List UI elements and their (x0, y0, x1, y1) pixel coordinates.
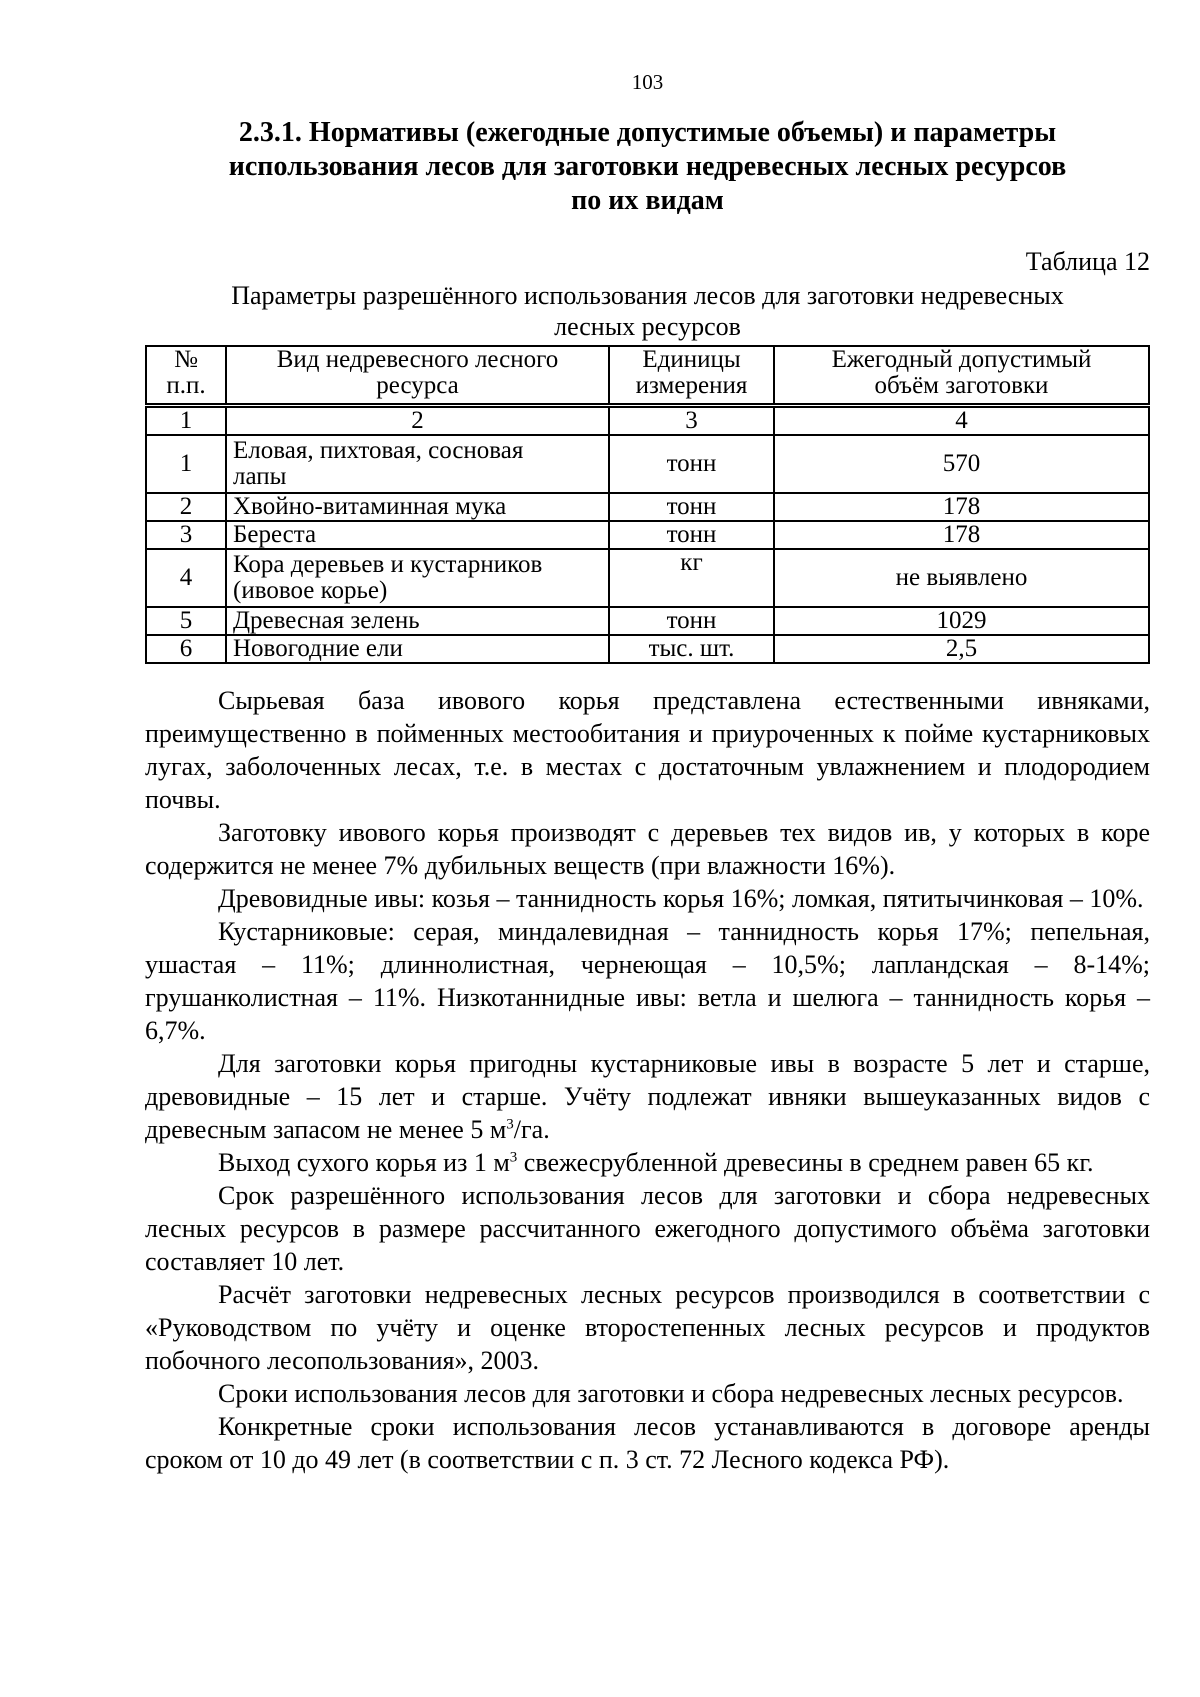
section-heading-line-3: по их видам (571, 185, 724, 216)
paragraph: Конкретные сроки использования лесов устанавливаются в договоре аренды сроком от 10 до 49 лет (в соответствии с п. 3 ст. 72 Лесного кодекса РФ). (145, 1412, 1150, 1474)
paragraph: Заготовку ивового корья производят с деревьев тех видов ив, у которых в коре содержится не менее 7% дубильных веществ (при влажности 16%). (145, 818, 1150, 880)
table-caption-line-1: Параметры разрешённого использования лесов для заготовки недревесных (231, 281, 1064, 310)
table-caption-line-2: лесных ресурсов (554, 312, 741, 341)
resources-table (145, 345, 1150, 664)
row-number: 4 (146, 549, 226, 607)
table-label: Таблица 12 (1025, 247, 1150, 276)
paragraph (145, 1146, 1150, 1179)
table-header-row (146, 346, 1149, 406)
column-number: 4 (774, 406, 1149, 436)
row-number: 6 (146, 635, 226, 663)
row-number: 2 (146, 493, 226, 521)
body-text (145, 684, 1150, 1476)
superscript: 3 (509, 1149, 518, 1166)
row-resource-name (226, 435, 609, 493)
header-type-line-1: Вид недревесного лесного (276, 346, 559, 373)
paragraph-text: свежесрубленной древесины в среднем равен 65 кг. (517, 1148, 1094, 1177)
paragraph: Древовидные ивы: козья – таннидность корья 16%; ломкая, пятитычинковая – 10%. (218, 884, 1144, 913)
header-unit-line-2: измерения (635, 372, 748, 399)
row-number: 5 (146, 607, 226, 635)
page-number: 103 (631, 70, 664, 94)
row-unit: тонн (609, 521, 774, 549)
paragraph-text: /га. (513, 1115, 550, 1144)
column-numbers-row (146, 406, 1149, 436)
row-volume: 1029 (774, 607, 1149, 635)
column-number: 1 (146, 406, 226, 436)
row-unit: кг (609, 549, 774, 607)
row-resource-name-line-2: лапы (233, 463, 287, 490)
row-number: 3 (146, 521, 226, 549)
column-number: 2 (226, 406, 609, 436)
row-volume: 178 (774, 521, 1149, 549)
header-number-line-1: № (174, 346, 198, 373)
table-row (146, 493, 1149, 521)
row-volume: 570 (774, 435, 1149, 493)
table-row (146, 435, 1149, 493)
paragraph: Расчёт заготовки недревесных лесных ресурсов производился в соответствии с «Руководством по учёту и оценке второстепенных лесных ресурсов и продуктов побочного лесопользования», 2003. (145, 1280, 1150, 1375)
row-resource-name: Новогодние ели (226, 635, 609, 663)
table-row (146, 521, 1149, 549)
header-annual-volume (774, 346, 1149, 406)
row-resource-name: Береста (226, 521, 609, 549)
section-heading (145, 116, 1150, 218)
row-volume: 178 (774, 493, 1149, 521)
header-number-line-2: п.п. (166, 372, 206, 399)
row-unit: тыс. шт. (609, 635, 774, 663)
header-unit (609, 346, 774, 406)
header-number (146, 346, 226, 406)
paragraph: Срок разрешённого использования лесов для заготовки и сбора недревесных лесных ресурсов в размере рассчитанного ежегодного допустимого объёма заготовки составляет 10 лет. (145, 1181, 1150, 1276)
row-resource-name-line-2: (ивовое корье) (233, 577, 388, 604)
row-volume: не выявлено (774, 549, 1149, 607)
superscript: 3 (506, 1116, 514, 1133)
row-unit: тонн (609, 435, 774, 493)
table-row (146, 549, 1149, 607)
header-unit-line-1: Единицы (642, 346, 741, 373)
row-number: 1 (146, 435, 226, 493)
row-unit: тонн (609, 607, 774, 635)
section-heading-line-1: 2.3.1. Нормативы (ежегодные допустимые объемы) и параметры (238, 117, 1057, 148)
row-resource-name: Хвойно-витаминная мука (226, 493, 609, 521)
paragraph: Сырьевая база ивового корья представлена естественными ивняками, преимущественно в пойменных местообитания и приуроченных к пойме кустарниковых лугах, заболоченных лесах, т.е. в местах с достаточным увлажнением и плодородием почвы. (145, 686, 1150, 814)
paragraph-text: Для заготовки корья пригодны кустарниковые ивы в возрасте 5 лет и старше, древовидные – 15 лет и старше. Учёту подлежат ивняки вышеуказанных видов с древесным запасом не менее 5 м (145, 1049, 1150, 1144)
header-type-line-2: ресурса (376, 372, 459, 399)
row-unit: тонн (609, 493, 774, 521)
column-number: 3 (609, 406, 774, 436)
row-volume: 2,5 (774, 635, 1149, 663)
row-resource-name (226, 549, 609, 607)
paragraph-text: Выход сухого корья из 1 м (218, 1148, 510, 1177)
header-volume-line-2: объём заготовки (874, 372, 1049, 399)
paragraph: Сроки использования лесов для заготовки и сбора недревесных лесных ресурсов. (218, 1379, 1124, 1408)
paragraph: Кустарниковые: серая, миндалевидная – таннидность корья 17%; пепельная, ушастая – 11%; длиннолистная, чернеющая – 10,5%; лапландская – 8-14%; грушанколистная – 11%. Низкотаннидные ивы: ветла и шелюга – таннидность корья – 6,7%. (145, 917, 1150, 1045)
table-row (146, 635, 1149, 663)
row-resource-name-line-1: Еловая, пихтовая, сосновая (233, 437, 524, 464)
row-resource-name-line-1: Кора деревьев и кустарников (233, 551, 543, 578)
section-heading-line-2: использования лесов для заготовки недревесных лесных ресурсов (228, 151, 1067, 182)
header-volume-line-1: Ежегодный допустимый (831, 346, 1092, 373)
table-row (146, 607, 1149, 635)
table-caption (145, 280, 1150, 342)
header-resource-type (226, 346, 609, 406)
row-resource-name: Древесная зелень (226, 607, 609, 635)
paragraph (145, 1047, 1150, 1146)
